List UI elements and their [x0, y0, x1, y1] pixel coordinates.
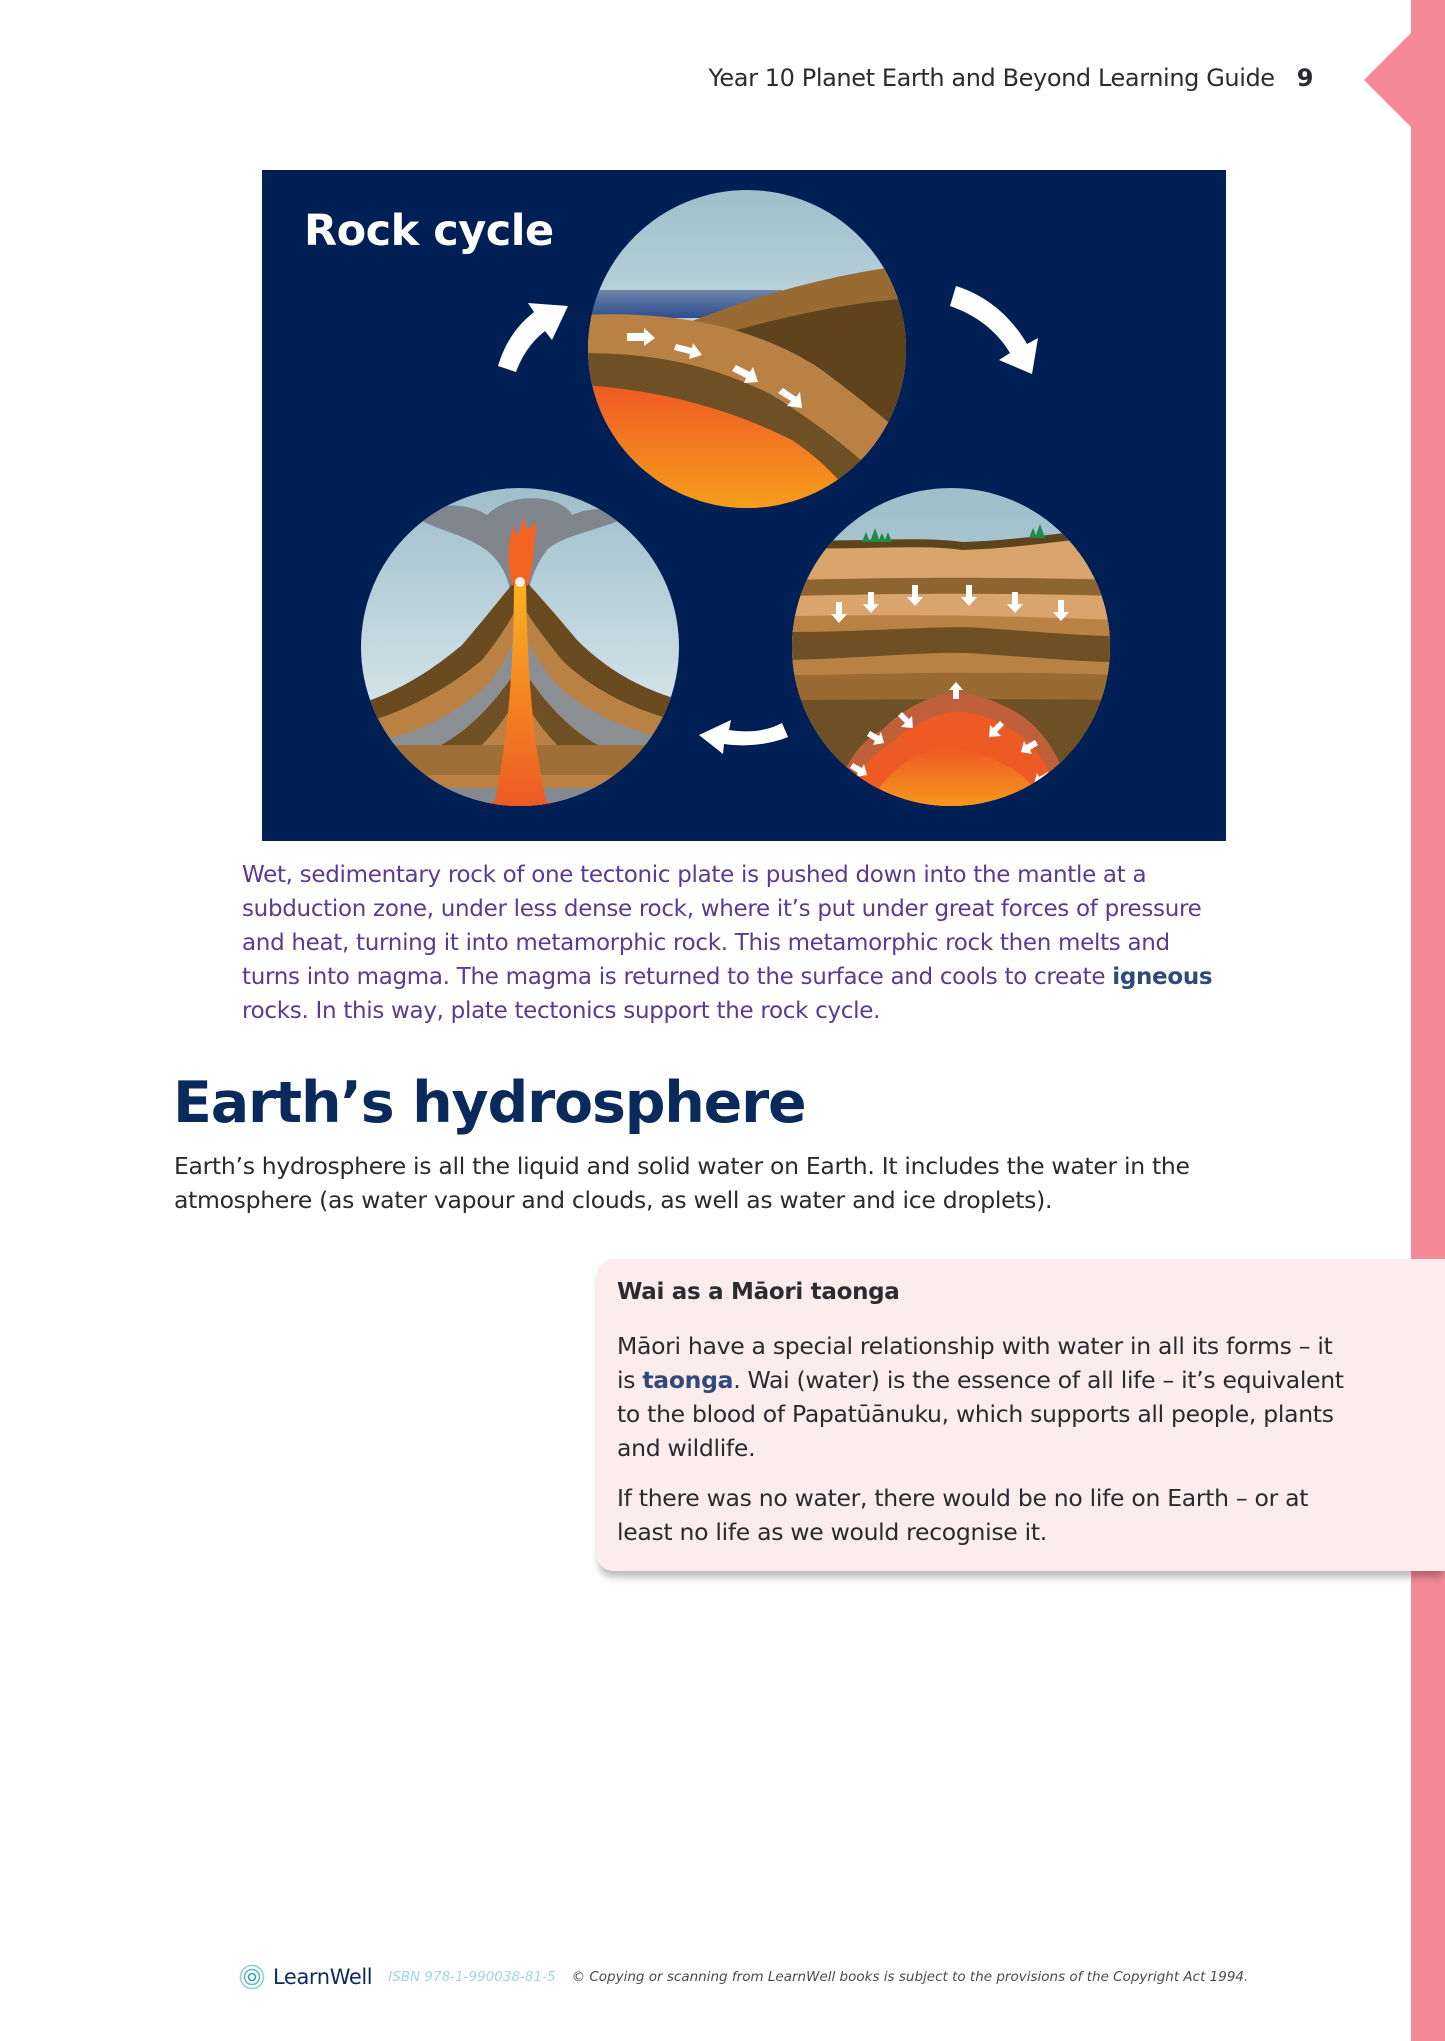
info-box-wai — [597, 1259, 1445, 1571]
isbn: ISBN 978-1-990038-81-5 — [388, 1969, 556, 1985]
learnwell-spiral-icon — [239, 1964, 265, 1990]
subduction-panel — [582, 185, 922, 515]
arrow-left — [699, 720, 788, 754]
brand-name: LearnWell — [273, 1965, 373, 1989]
caption-text-end: rocks. In this way, plate tectonics support the rock cycle. — [242, 998, 881, 1024]
page-tab-marker — [1364, 33, 1412, 127]
section-paragraph: Earth’s hydrosphere is all the liquid and solid water on Earth. It includes the water in the atmosphere (as water vapour and clouds, as well as water and ice droplets). — [174, 1152, 1190, 1214]
para-text-end: . Wai (water) is the essence of all life – it’s equivalent to the blood of Papatūānuku, which supports all people, plants and wildlife. — [617, 1366, 1344, 1462]
page-edge-stripe — [1411, 0, 1445, 2041]
arrow-up-right — [498, 303, 568, 372]
running-header — [708, 64, 1313, 92]
arrow-down-right — [950, 286, 1038, 374]
copyright-notice: © Copying or scanning from LearnWell books is subject to the provisions of the Copyright Act 1994. — [571, 1969, 1249, 1985]
page-footer — [239, 1962, 1248, 1992]
rock-cycle-figure — [262, 170, 1226, 841]
para-text: Māori have a special relationship with water in all its forms – it is — [617, 1332, 1333, 1394]
info-box-paragraph-2: If there was no water, there would be no life on Earth – or at least no life as we would recognise it. — [617, 1484, 1309, 1546]
page-number: 9 — [1296, 64, 1313, 92]
guide-title: Year 10 Planet Earth and Beyond Learning Guide — [708, 64, 1275, 92]
figure-caption — [242, 858, 1222, 1028]
rock-cycle-illustration — [262, 170, 1226, 841]
info-box-title: Wai as a Māori taonga — [617, 1279, 900, 1305]
figure-title: Rock cycle — [304, 206, 554, 256]
glossary-term-taonga[interactable]: taonga — [642, 1366, 734, 1394]
info-box-paragraph-1 — [617, 1329, 1357, 1465]
sedimentary-panel — [787, 485, 1117, 815]
glossary-term-igneous[interactable]: igneous — [1112, 964, 1213, 990]
caption-text: Wet, sedimentary rock of one tectonic plate is pushed down into the mantle at a subduction zone, under less dense rock, where it’s put under great forces of pressure and heat, turning it into metamorphic rock. This metamorphic rock then melts and turns into magma. The magma is returned to the surface and cools to create — [242, 862, 1202, 990]
section-heading: Earth’s hydrosphere — [173, 1070, 806, 1136]
volcano-panel — [357, 485, 687, 822]
